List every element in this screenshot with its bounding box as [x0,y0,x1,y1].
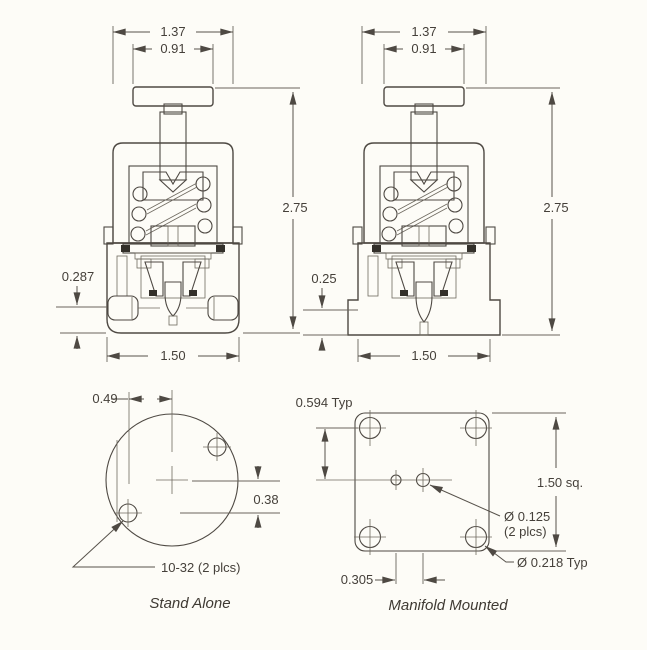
outlet-port [208,296,238,320]
dim-knob-width-right: 0.91 [411,41,437,56]
thread-callout: 10-32 (2 plcs) [161,560,241,575]
manifold-poppet [396,262,452,335]
manifold-section-view [303,24,569,363]
corner-hole-leader [485,546,514,562]
dim-knob-outer-width-right: 1.37 [411,24,437,39]
dim-overall-height-left: 2.75 [282,200,308,215]
inlet-port [108,296,138,320]
dim-hole-offset-y: 0.38 [253,492,279,507]
regulator-upper-assembly [364,87,484,268]
dim-knob-width-left: 0.91 [160,41,186,56]
dim-plate-size: 1.50 sq. [536,475,584,490]
stand-alone-poppet [145,262,201,325]
dim-port-hole-qty: (2 plcs) [504,524,547,539]
dim-base-width-left: 1.50 [160,348,186,363]
regulator-upper-assembly [113,87,233,268]
mounting-plate-outline [355,413,489,551]
manifold-caption: Manifold Mounted [388,597,508,614]
stand-alone-dimensions [56,24,308,363]
dim-overall-height-right: 2.75 [543,200,569,215]
dim-hole-offset-x: 0.49 [92,391,118,406]
manifold-bottom-dimensions [296,395,588,587]
dim-base-width-right: 1.50 [411,348,437,363]
mount-hole-upper [203,433,231,461]
port-holes [316,468,452,492]
dim-base-step-height: 0.25 [311,271,337,286]
dim-corner-hole-dia: Ø 0.218 Typ [517,555,588,570]
dim-corner-hole-offset: 0.594 Typ [295,395,353,410]
stand-alone-bottom-dimensions [73,391,280,575]
mount-hole-lower [114,499,142,527]
dim-port-hole-dia: Ø 0.125 [504,509,551,524]
thread-callout-leader [73,521,155,567]
manifold-bottom-view [296,395,588,614]
dim-knob-outer-width-left: 1.37 [160,24,186,39]
stand-alone-bottom-view [73,390,280,612]
dim-port-spacing: 0.305 [340,572,374,587]
stand-alone-caption: Stand Alone [149,595,231,612]
dim-port-depth: 0.287 [61,269,95,284]
stand-alone-section-view [56,24,308,363]
